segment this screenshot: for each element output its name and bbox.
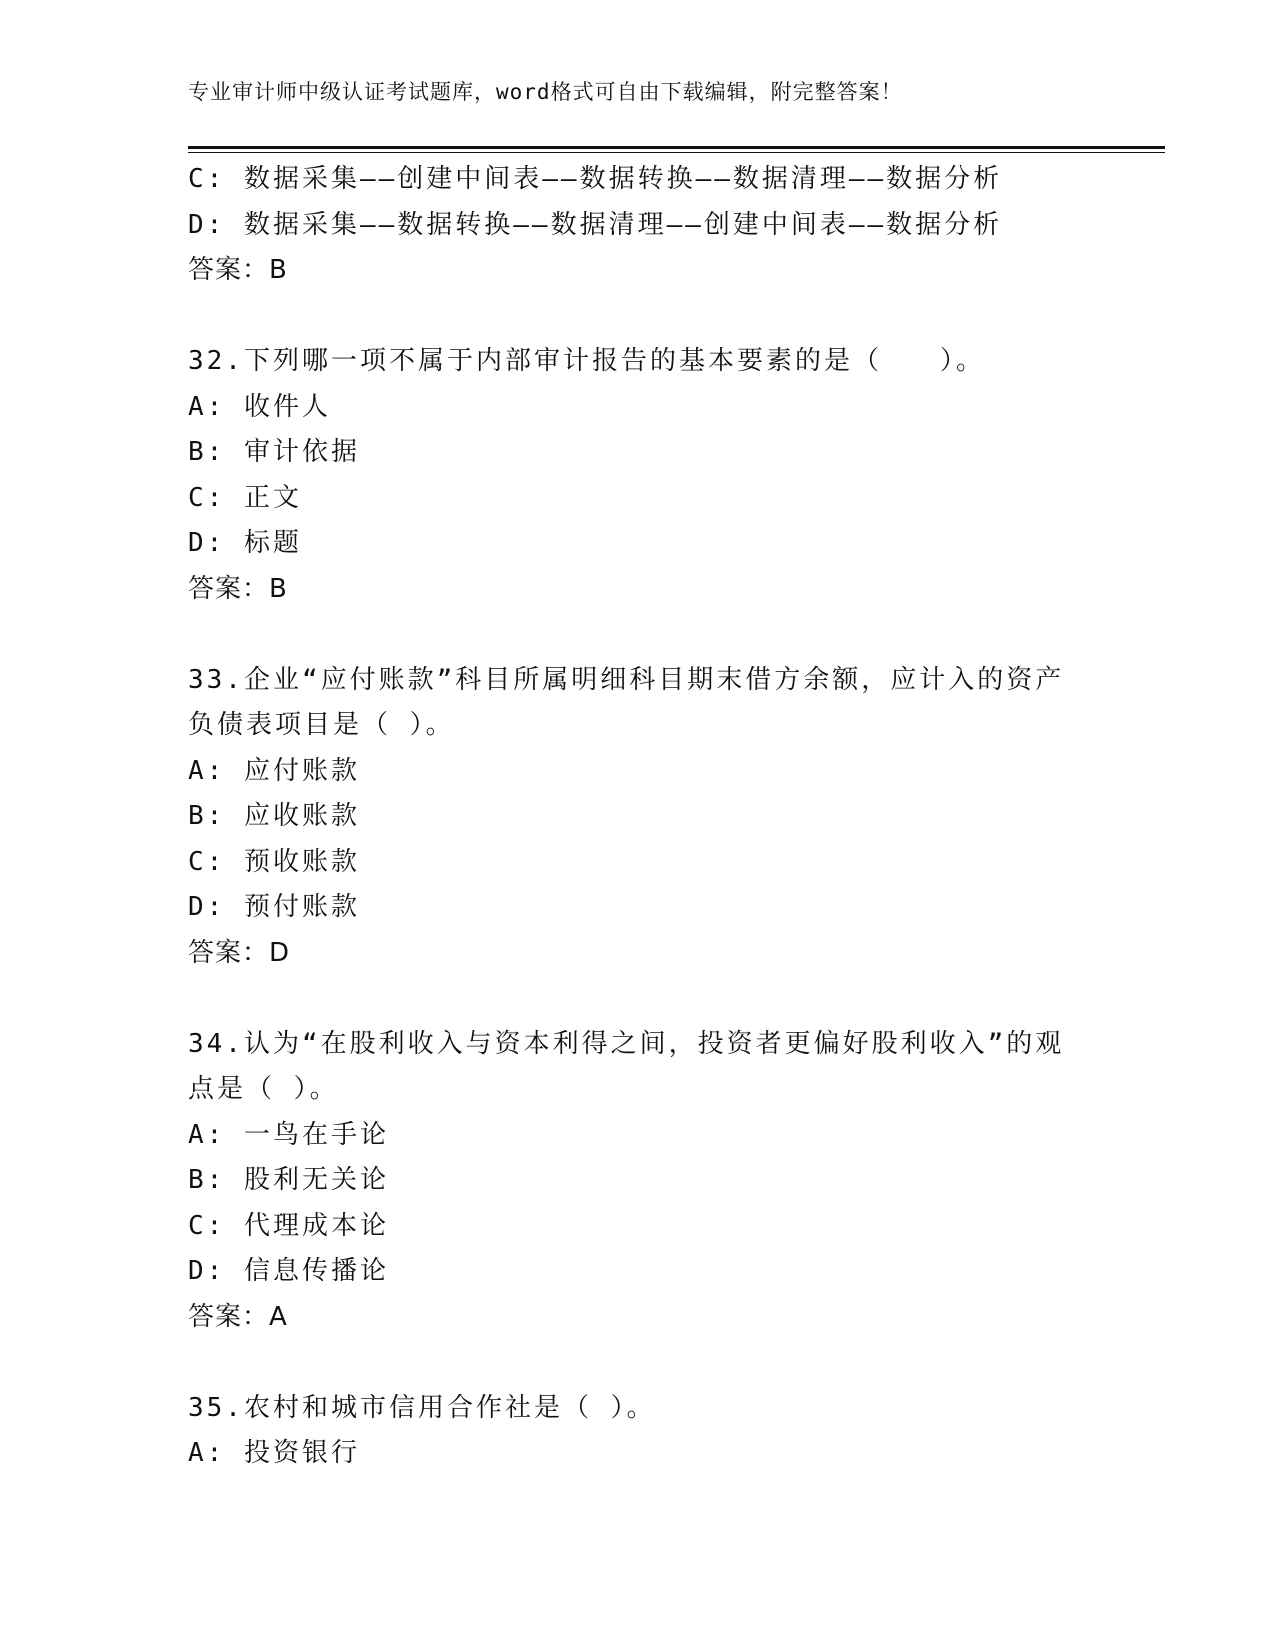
question-stem: 点是（ ）。 xyxy=(188,1074,339,1104)
option-line: A: 一鸟在手论 xyxy=(188,1119,389,1150)
option-line: B: 股利无关论 xyxy=(188,1165,389,1195)
option-line: D: 预付账款 xyxy=(188,892,360,922)
option-line: C: 代理成本论 xyxy=(188,1210,389,1241)
option-line: D: 信息传播论 xyxy=(188,1256,389,1286)
question-block xyxy=(188,1386,1088,1477)
question-list xyxy=(188,157,1088,1477)
question-stem: 35.农村和城市信用合作社是（ ）。 xyxy=(188,1392,656,1423)
spacer xyxy=(188,976,1088,1022)
question-stem: 负债表项目是（ ）。 xyxy=(188,710,455,740)
question-block xyxy=(188,1022,1088,1341)
header-rule-thick xyxy=(188,146,1165,149)
option-line: A: 应付账款 xyxy=(188,755,360,786)
spacer xyxy=(188,294,1088,340)
option-line: C: 预收账款 xyxy=(188,846,360,877)
option-line: B: 审计依据 xyxy=(188,437,360,467)
question-stem: 34.认为“在股利收入与资本利得之间，投资者更偏好股利收入”的观 xyxy=(188,1028,1065,1059)
option-line: D: 数据采集——数据转换——数据清理——创建中间表——数据分析 xyxy=(188,209,1003,240)
header-rule-thin xyxy=(188,152,1165,153)
option-line: A: 收件人 xyxy=(188,391,331,422)
page-header: 专业审计师中级认证考试题库，word格式可自由下载编辑，附完整答案！ xyxy=(188,80,903,104)
option-line: C: 数据采集——创建中间表——数据转换——数据清理——数据分析 xyxy=(188,164,1003,194)
question-block xyxy=(188,339,1088,612)
spacer xyxy=(188,1340,1088,1386)
question-stem: 32.下列哪一项不属于内部审计报告的基本要素的是（ ）。 xyxy=(188,346,985,376)
answer-line: 答案：B xyxy=(188,255,288,285)
option-line: D: 标题 xyxy=(188,528,302,558)
answer-line: 答案：B xyxy=(188,573,288,604)
option-line: A: 投资银行 xyxy=(188,1438,360,1468)
option-line: C: 正文 xyxy=(188,482,302,513)
option-line: B: 应收账款 xyxy=(188,801,360,831)
spacer xyxy=(188,612,1088,658)
question-block xyxy=(188,658,1088,977)
answer-line: 答案：A xyxy=(188,1301,288,1332)
answer-line: 答案：D xyxy=(188,937,291,968)
question-stem: 33.企业“应付账款”科目所属明细科目期末借方余额，应计入的资产 xyxy=(188,664,1065,695)
